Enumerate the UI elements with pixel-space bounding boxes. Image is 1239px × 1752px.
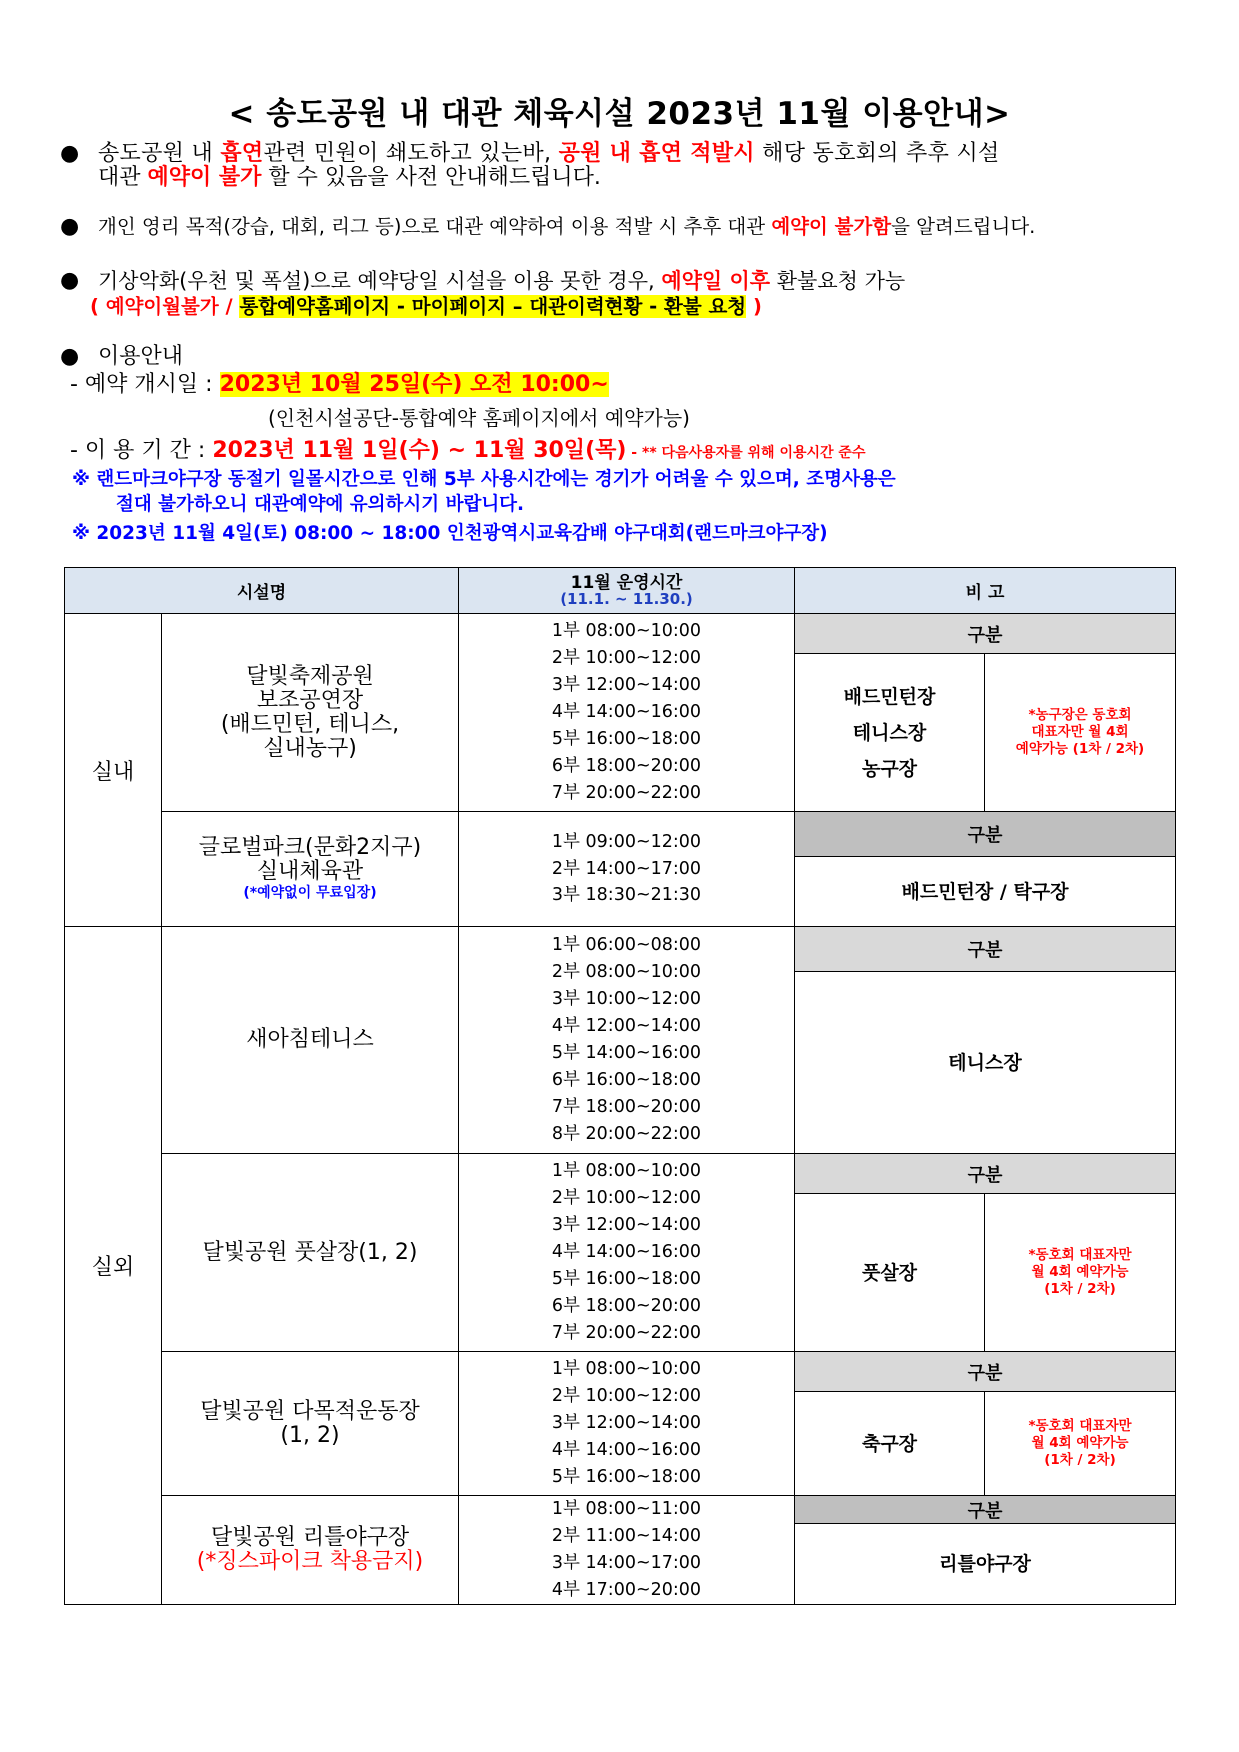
- hours-dalbit-festival: [459, 614, 795, 812]
- time-slot: 3부 12:00~14:00: [551, 1413, 702, 1434]
- bullet1-red-1: 흡연: [220, 141, 264, 166]
- note-line: 월 4회 예약가능: [1031, 1435, 1129, 1451]
- period-label: - 이 용 기 간 :: [70, 438, 213, 463]
- facility-line: 실내체육관: [256, 859, 364, 884]
- time-slot: 2부 10:00~12:00: [551, 1188, 702, 1209]
- time-slot: 1부 06:00~08:00: [551, 935, 702, 956]
- time-slot: 1부 08:00~10:00: [551, 1161, 702, 1182]
- time-slot: 1부 08:00~11:00: [551, 1499, 702, 1519]
- remark-line: 농구장: [861, 757, 918, 780]
- time-slot: 4부 14:00~16:00: [551, 1439, 702, 1460]
- header-facility: 시설명: [65, 568, 459, 614]
- note-line: *동호회 대표자만: [1028, 1247, 1132, 1263]
- facility-note-no-spikes: (*징스파이크 착용금지): [196, 1548, 424, 1574]
- gubun-label: 구분: [795, 1352, 1176, 1392]
- facility-global-park: [162, 812, 459, 927]
- category-indoor: 실내: [65, 614, 162, 927]
- remark-line: 배드민턴장: [843, 685, 936, 708]
- time-slot: 3부 18:30~21:30: [551, 885, 702, 906]
- bullet3-line2-close: ): [746, 295, 762, 318]
- notice-landmark-line2: 절대 불가하오니 대관예약에 유의하시기 바랍니다.: [116, 494, 525, 515]
- facility-saeachim-tennis: 새아침테니스: [162, 927, 459, 1154]
- bullet1-red-2: 공원 내 흡연 적발시: [558, 141, 755, 166]
- bullet1-line2: 대관: [98, 165, 148, 190]
- bullet-dot-icon: ●: [60, 141, 80, 166]
- facility-multipurpose: [162, 1352, 459, 1496]
- note-line: 예약가능 (1차 / 2차): [1015, 741, 1145, 757]
- note-line: (1차 / 2차): [1044, 1452, 1116, 1468]
- bullet-dot-icon: ●: [60, 214, 80, 239]
- time-slot: 5부 14:00~16:00: [551, 1043, 702, 1063]
- header-hours-sub: (11.1. ~ 11.30.): [560, 589, 693, 608]
- gubun-label: 구분: [795, 927, 1176, 972]
- remarks-saeachim-tennis: 테니스장: [795, 972, 1176, 1154]
- time-slot: 7부 18:00~20:00: [551, 1096, 702, 1117]
- notice-tournament: ※ 2023년 11월 4일(토) 08:00 ~ 18:00 인천광역시교육감배 야구대회(랜드마크야구장): [72, 523, 828, 544]
- time-slot: 4부 14:00~16:00: [551, 702, 702, 723]
- time-slot: 2부 10:00~12:00: [551, 648, 702, 669]
- note-line: *농구장은 동호회: [1028, 707, 1132, 723]
- bullet2-text-post: 을 알려드립니다.: [891, 215, 1036, 238]
- time-slot: 5부 16:00~18:00: [551, 728, 702, 749]
- time-slot: 3부 14:00~17:00: [551, 1552, 702, 1573]
- remarks-note-dalbit-festival: [985, 654, 1176, 812]
- bullet1-line2-post: 할 수 있음을 사전 안내해드립니다.: [261, 165, 601, 190]
- time-slot: 8부 20:00~22:00: [551, 1123, 702, 1144]
- facility-line: 달빛공원 리틀야구장: [210, 1524, 410, 1550]
- time-slot: 5부 16:00~18:00: [551, 1268, 702, 1289]
- page-title: < 송도공원 내 대관 체육시설 2023년 11월 이용안내>: [228, 96, 1011, 132]
- hours-futsal: [459, 1154, 795, 1352]
- bullet-dot-icon: ●: [60, 268, 80, 293]
- time-slot: 5부 16:00~18:00: [551, 1466, 702, 1487]
- facility-line: 실내농구): [263, 735, 357, 761]
- gubun-label: 구분: [795, 614, 1176, 654]
- facility-line: (1, 2): [280, 1422, 340, 1448]
- open-date-value: 2023년 10월 25일(수) 오전 10:00~: [219, 372, 609, 397]
- bullet2-text: 개인 영리 목적(강습, 대회, 리그 등)으로 대관 예약하여 이용 적발 시 추후 대관: [98, 215, 772, 238]
- remarks-multipurpose: 축구장: [795, 1392, 985, 1496]
- remarks-dalbit-festival: [795, 654, 985, 812]
- facility-line: 보조공연장: [256, 687, 364, 713]
- time-slot: 2부 11:00~14:00: [551, 1525, 702, 1546]
- bullet1-line2-red: 예약이 불가: [147, 165, 262, 190]
- time-slot: 3부 10:00~12:00: [551, 989, 702, 1010]
- hours-little-baseball: [459, 1496, 795, 1605]
- time-slot: 2부 14:00~17:00: [551, 858, 702, 879]
- hours-global-park: [459, 812, 795, 927]
- gubun-label: 구분: [795, 812, 1176, 857]
- bullet4-text: 이용안내: [98, 344, 184, 369]
- period-value: 2023년 11월 1일(수) ~ 11월 30일(목): [212, 438, 627, 463]
- note-line: 대표자만 월 4회: [1031, 724, 1129, 740]
- time-slot: 1부 08:00~10:00: [551, 1359, 702, 1380]
- bullet3-text-post: 환불요청 가능: [770, 269, 906, 293]
- facility-line: (배드민턴, 테니스,: [220, 711, 400, 737]
- header-hours: [459, 568, 795, 614]
- facility-line: 글로벌파크(문화2지구): [198, 835, 422, 860]
- note-line: (1차 / 2차): [1044, 1281, 1116, 1297]
- hours-saeachim-tennis: [459, 927, 795, 1154]
- time-slot: 4부 14:00~16:00: [551, 1242, 702, 1263]
- period-line: [70, 438, 865, 466]
- time-slot: 7부 20:00~22:00: [551, 1322, 702, 1343]
- time-slot: 1부 08:00~10:00: [551, 621, 702, 642]
- open-date-note: (인천시설공단-통합예약 홈페이지에서 예약가능): [268, 406, 690, 430]
- gubun-label: 구분: [795, 1154, 1176, 1194]
- facility-line: 달빛공원 다목적운동장: [200, 1398, 420, 1424]
- remarks-note-multipurpose: [985, 1392, 1176, 1496]
- bullet3-text: 기상악화(우천 및 폭설)으로 예약당일 시설을 이용 못한 경우,: [98, 269, 662, 293]
- remarks-note-futsal: [985, 1194, 1176, 1352]
- time-slot: 6부 16:00~18:00: [551, 1069, 702, 1090]
- notice-landmark-line1: ※ 랜드마크야구장 동절기 일몰시간으로 인해 5부 사용시간에는 경기가 어려울 수 있으며, 조명사용은: [72, 469, 896, 490]
- time-slot: 6부 18:00~20:00: [551, 1295, 702, 1316]
- time-slot: 4부 12:00~14:00: [551, 1016, 702, 1037]
- time-slot: 1부 09:00~12:00: [551, 831, 702, 852]
- gubun-label: 구분: [795, 1496, 1176, 1524]
- remarks-global-park: 배드민턴장 / 탁구장: [795, 857, 1176, 927]
- hours-multipurpose: [459, 1352, 795, 1496]
- facility-note-free-entry: (*예약없이 무료입장): [243, 885, 377, 901]
- bullet3-refund-path: 통합예약홈페이지 - 마이페이지 – 대관이력현황 - 환불 요청: [239, 295, 747, 318]
- remarks-little-baseball: 리틀야구장: [795, 1524, 1176, 1604]
- bullet3-line2-open: ( 예약이월불가 /: [90, 295, 240, 318]
- facility-dalbit-festival: [162, 614, 459, 812]
- bullet2-red: 예약이 불가함: [771, 215, 892, 238]
- note-line: *동호회 대표자만: [1028, 1418, 1132, 1434]
- bullet1-text-post: 해당 동호회의 추후 시설: [754, 141, 1000, 166]
- time-slot: 3부 12:00~14:00: [551, 1215, 702, 1236]
- time-slot: 4부 17:00~20:00: [551, 1579, 702, 1600]
- bullet1-text: 송도공원 내: [98, 141, 221, 166]
- time-slot: 6부 18:00~20:00: [551, 755, 702, 776]
- open-date-line: [70, 372, 609, 398]
- category-outdoor: 실외: [65, 927, 162, 1605]
- schedule-table: [64, 567, 1176, 1605]
- remarks-futsal: 풋살장: [795, 1194, 985, 1352]
- time-slot: 2부 10:00~12:00: [551, 1386, 702, 1407]
- facility-line: 달빛축제공원: [246, 663, 374, 689]
- time-slot: 7부 20:00~22:00: [551, 782, 702, 803]
- facility-futsal: 달빛공원 풋살장(1, 2): [162, 1154, 459, 1352]
- bullet3-red: 예약일 이후: [661, 269, 771, 293]
- bullet-dot-icon: ●: [60, 344, 80, 369]
- time-slot: 3부 12:00~14:00: [551, 675, 702, 696]
- open-date-label: - 예약 개시일 :: [70, 372, 220, 397]
- remark-line: 테니스장: [852, 721, 927, 744]
- header-remarks: 비 고: [795, 568, 1176, 614]
- note-line: 월 4회 예약가능: [1031, 1264, 1129, 1280]
- header-hours-main: 11월 운영시간: [570, 572, 683, 593]
- facility-little-baseball: [162, 1496, 459, 1605]
- period-note: - ** 다음사용자를 위해 이용시간 준수: [626, 445, 866, 461]
- bullet1-text-mid: 관련 민원이 쇄도하고 있는바,: [263, 141, 559, 166]
- time-slot: 2부 08:00~10:00: [551, 962, 702, 983]
